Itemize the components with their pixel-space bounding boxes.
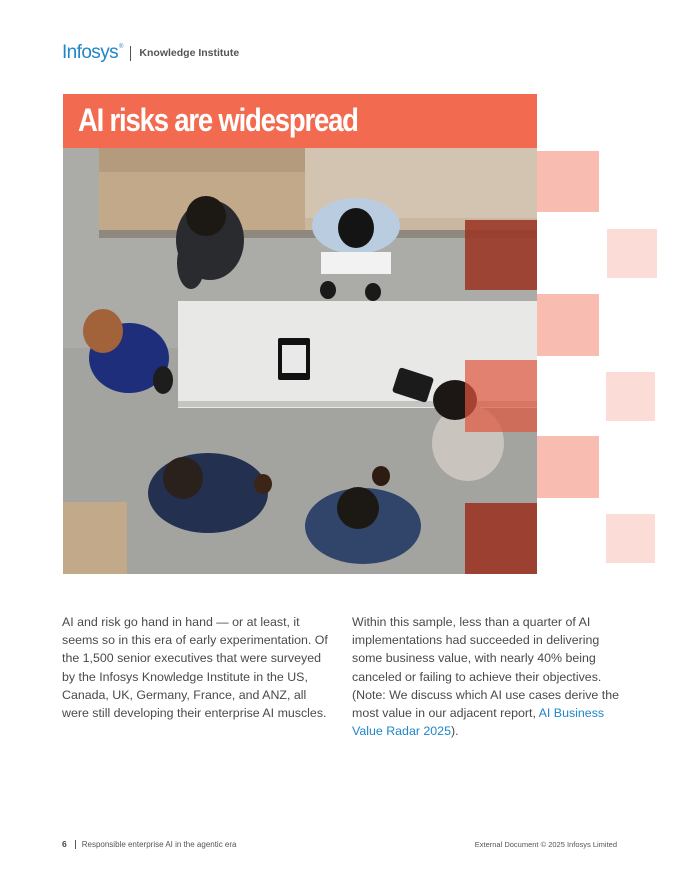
decor-square [537,294,599,356]
footer-left [62,839,237,849]
body-left-paragraph: AI and risk go hand in hand — or at least, it seems so in this era of early experimentation. Of the 1,500 senior executives that were surveyed by the Infosys Knowledge Institute in the US, Canada, UK, Germany, France, and ANZ, all were still developing their enterprise AI muscles. [62,615,328,721]
decor-square [537,151,599,212]
meeting-photo [63,148,537,574]
decor-square [606,514,655,563]
logo-subtitle: Knowledge Institute [139,47,240,59]
decor-square [606,372,655,421]
hero-title-bar [63,94,537,148]
decor-square [537,436,599,498]
hero-block [63,94,537,574]
logo-registered-mark: ® [119,44,124,50]
page-number: 6 [62,839,67,849]
photo-icon [63,148,537,574]
header-logo [62,42,239,64]
body-right-paragraph [352,613,620,740]
report-link[interactable]: AI Business Value Radar 2025 [352,706,605,739]
body-right-text-end: ). [450,724,459,739]
logo-divider [130,46,131,61]
logo-brand: Infosys [62,42,118,63]
body-right-text: Within this sample, less than a quarter of AI implementations had succeeded in delivering some business value, with nearly 40% being canceled or failing to achieve their objectives. (Note: We discuss which AI use cases derive the most value in our adjacent report, [352,615,619,721]
footer-divider [75,840,76,849]
decor-square [607,229,657,278]
footer-doc-title: Responsible enterprise AI in the agentic era [81,839,237,849]
hero-title: AI risks are widespread [78,102,358,138]
footer-copyright: External Document © 2025 Infosys Limited [474,840,617,849]
